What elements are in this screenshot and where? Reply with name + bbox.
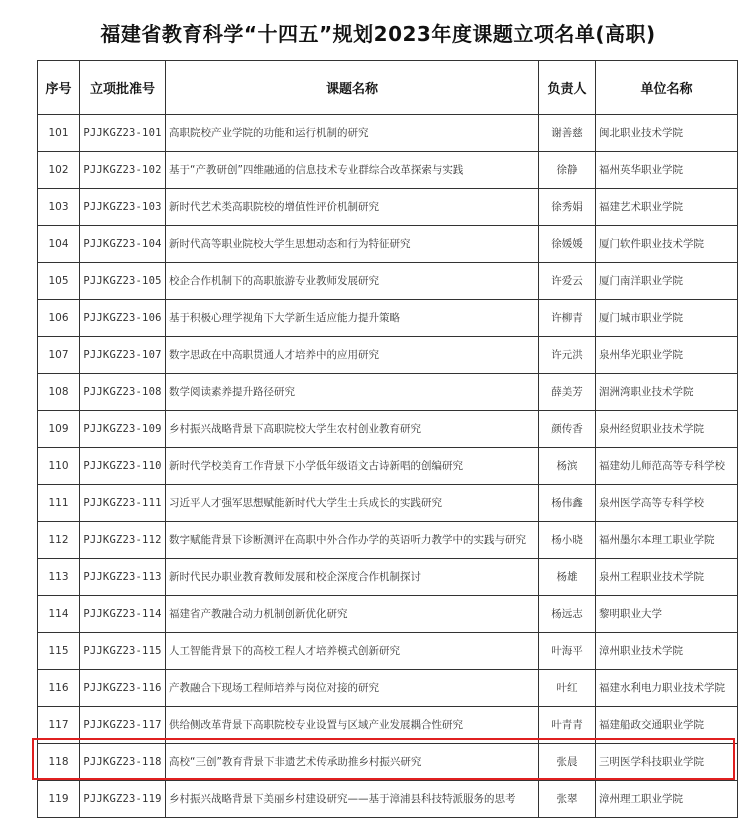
row-unit: 厦门软件职业技术学院 bbox=[596, 226, 738, 263]
row-unit: 漳州理工职业学院 bbox=[596, 781, 738, 818]
row-unit: 三明医学科技职业学院 bbox=[596, 744, 738, 781]
table-row bbox=[38, 411, 738, 448]
header-name: 课题名称 bbox=[166, 61, 539, 115]
row-title: 人工智能背景下的高校工程人才培养模式创新研究 bbox=[166, 633, 539, 670]
row-code: PJJKGZ23-104 bbox=[80, 226, 166, 263]
row-unit: 泉州医学高等专科学校 bbox=[596, 485, 738, 522]
document-title: 福建省教育科学“十四五”规划2023年度课题立项名单(高职) bbox=[100, 22, 656, 46]
row-unit: 福建水利电力职业技术学院 bbox=[596, 670, 738, 707]
row-unit: 湄洲湾职业技术学院 bbox=[596, 374, 738, 411]
row-unit: 黎明职业大学 bbox=[596, 596, 738, 633]
row-no: 119 bbox=[38, 781, 80, 818]
row-no: 106 bbox=[38, 300, 80, 337]
row-code: PJJKGZ23-103 bbox=[80, 189, 166, 226]
row-code: PJJKGZ23-113 bbox=[80, 559, 166, 596]
row-title: 新时代艺术类高职院校的增值性评价机制研究 bbox=[166, 189, 539, 226]
table-row bbox=[38, 300, 738, 337]
row-no: 108 bbox=[38, 374, 80, 411]
row-person: 杨远志 bbox=[539, 596, 596, 633]
row-code: PJJKGZ23-111 bbox=[80, 485, 166, 522]
row-person: 徐媛媛 bbox=[539, 226, 596, 263]
row-person: 许元洪 bbox=[539, 337, 596, 374]
row-person: 徐秀娟 bbox=[539, 189, 596, 226]
table-row bbox=[38, 263, 738, 300]
table-row bbox=[38, 337, 738, 374]
row-person: 叶红 bbox=[539, 670, 596, 707]
table-row bbox=[38, 115, 738, 152]
row-code: PJJKGZ23-119 bbox=[80, 781, 166, 818]
table-row bbox=[38, 485, 738, 522]
header-person: 负责人 bbox=[539, 61, 596, 115]
table-row bbox=[38, 633, 738, 670]
table-row bbox=[38, 707, 738, 744]
row-code: PJJKGZ23-105 bbox=[80, 263, 166, 300]
table-row bbox=[38, 670, 738, 707]
row-person: 许柳青 bbox=[539, 300, 596, 337]
row-title: 福建省产教融合动力机制创新优化研究 bbox=[166, 596, 539, 633]
row-code: PJJKGZ23-106 bbox=[80, 300, 166, 337]
row-no: 117 bbox=[38, 707, 80, 744]
row-title: 乡村振兴战略背景下美丽乡村建设研究——基于漳浦县科技特派服务的思考 bbox=[166, 781, 539, 818]
row-person: 徐静 bbox=[539, 152, 596, 189]
row-person: 杨雄 bbox=[539, 559, 596, 596]
row-unit: 福建艺术职业学院 bbox=[596, 189, 738, 226]
row-no: 112 bbox=[38, 522, 80, 559]
table-row bbox=[38, 781, 738, 818]
row-unit: 厦门城市职业学院 bbox=[596, 300, 738, 337]
header-unit: 单位名称 bbox=[596, 61, 738, 115]
table-row bbox=[38, 226, 738, 263]
table-row bbox=[38, 152, 738, 189]
table-row bbox=[38, 744, 738, 781]
row-person: 叶青青 bbox=[539, 707, 596, 744]
row-title: 习近平人才强军思想赋能新时代大学生士兵成长的实践研究 bbox=[166, 485, 539, 522]
row-title: 校企合作机制下的高职旅游专业教师发展研究 bbox=[166, 263, 539, 300]
row-person: 颜传香 bbox=[539, 411, 596, 448]
row-unit: 福建幼儿师范高等专科学校 bbox=[596, 448, 738, 485]
row-title: 基于“产教研创”四维融通的信息技术专业群综合改革探索与实践 bbox=[166, 152, 539, 189]
row-unit: 泉州工程职业技术学院 bbox=[596, 559, 738, 596]
row-code: PJJKGZ23-109 bbox=[80, 411, 166, 448]
row-title: 数学阅读素养提升路径研究 bbox=[166, 374, 539, 411]
table-row bbox=[38, 374, 738, 411]
row-no: 103 bbox=[38, 189, 80, 226]
table-row bbox=[38, 189, 738, 226]
row-no: 102 bbox=[38, 152, 80, 189]
row-no: 101 bbox=[38, 115, 80, 152]
row-title: 数字赋能背景下诊断测评在高职中外合作办学的英语听力教学中的实践与研究 bbox=[166, 522, 539, 559]
row-person: 杨伟鑫 bbox=[539, 485, 596, 522]
row-title: 高校“三创”教育背景下非遗艺术传承助推乡村振兴研究 bbox=[166, 744, 539, 781]
row-code: PJJKGZ23-108 bbox=[80, 374, 166, 411]
row-unit: 泉州经贸职业技术学院 bbox=[596, 411, 738, 448]
row-no: 114 bbox=[38, 596, 80, 633]
row-code: PJJKGZ23-112 bbox=[80, 522, 166, 559]
row-no: 110 bbox=[38, 448, 80, 485]
project-table bbox=[37, 60, 738, 818]
row-no: 115 bbox=[38, 633, 80, 670]
header-no: 序号 bbox=[38, 61, 80, 115]
table-row bbox=[38, 448, 738, 485]
row-unit: 福州英华职业学院 bbox=[596, 152, 738, 189]
row-title: 乡村振兴战略背景下高职院校大学生农村创业教育研究 bbox=[166, 411, 539, 448]
row-no: 105 bbox=[38, 263, 80, 300]
row-title: 基于积极心理学视角下大学新生适应能力提升策略 bbox=[166, 300, 539, 337]
row-code: PJJKGZ23-115 bbox=[80, 633, 166, 670]
row-no: 107 bbox=[38, 337, 80, 374]
row-person: 张翠 bbox=[539, 781, 596, 818]
row-title: 供给侧改革背景下高职院校专业设置与区域产业发展耦合性研究 bbox=[166, 707, 539, 744]
row-code: PJJKGZ23-117 bbox=[80, 707, 166, 744]
row-code: PJJKGZ23-107 bbox=[80, 337, 166, 374]
row-unit: 福建船政交通职业学院 bbox=[596, 707, 738, 744]
row-code: PJJKGZ23-102 bbox=[80, 152, 166, 189]
row-person: 杨小晓 bbox=[539, 522, 596, 559]
table-header-row bbox=[38, 61, 738, 115]
row-title: 高职院校产业学院的功能和运行机制的研究 bbox=[166, 115, 539, 152]
row-title: 新时代民办职业教育教师发展和校企深度合作机制探讨 bbox=[166, 559, 539, 596]
row-code: PJJKGZ23-116 bbox=[80, 670, 166, 707]
row-unit: 泉州华光职业学院 bbox=[596, 337, 738, 374]
row-unit: 闽北职业技术学院 bbox=[596, 115, 738, 152]
row-no: 109 bbox=[38, 411, 80, 448]
row-code: PJJKGZ23-118 bbox=[80, 744, 166, 781]
row-no: 116 bbox=[38, 670, 80, 707]
row-code: PJJKGZ23-110 bbox=[80, 448, 166, 485]
row-person: 谢善慈 bbox=[539, 115, 596, 152]
row-unit: 漳州职业技术学院 bbox=[596, 633, 738, 670]
row-person: 张晨 bbox=[539, 744, 596, 781]
row-code: PJJKGZ23-114 bbox=[80, 596, 166, 633]
row-person: 薛美芳 bbox=[539, 374, 596, 411]
row-no: 113 bbox=[38, 559, 80, 596]
header-code: 立项批准号 bbox=[80, 61, 166, 115]
row-code: PJJKGZ23-101 bbox=[80, 115, 166, 152]
row-no: 118 bbox=[38, 744, 80, 781]
row-title: 新时代高等职业院校大学生思想动态和行为特征研究 bbox=[166, 226, 539, 263]
row-title: 新时代学校美育工作背景下小学低年级语文古诗新唱的创编研究 bbox=[166, 448, 539, 485]
row-person: 杨滨 bbox=[539, 448, 596, 485]
row-title: 数字思政在中高职贯通人才培养中的应用研究 bbox=[166, 337, 539, 374]
table-row bbox=[38, 559, 738, 596]
table-row bbox=[38, 522, 738, 559]
row-person: 许爱云 bbox=[539, 263, 596, 300]
row-unit: 厦门南洋职业学院 bbox=[596, 263, 738, 300]
row-no: 111 bbox=[38, 485, 80, 522]
row-title: 产教融合下现场工程师培养与岗位对接的研究 bbox=[166, 670, 539, 707]
row-person: 叶海平 bbox=[539, 633, 596, 670]
row-no: 104 bbox=[38, 226, 80, 263]
row-unit: 福州墨尔本理工职业学院 bbox=[596, 522, 738, 559]
table-row bbox=[38, 596, 738, 633]
